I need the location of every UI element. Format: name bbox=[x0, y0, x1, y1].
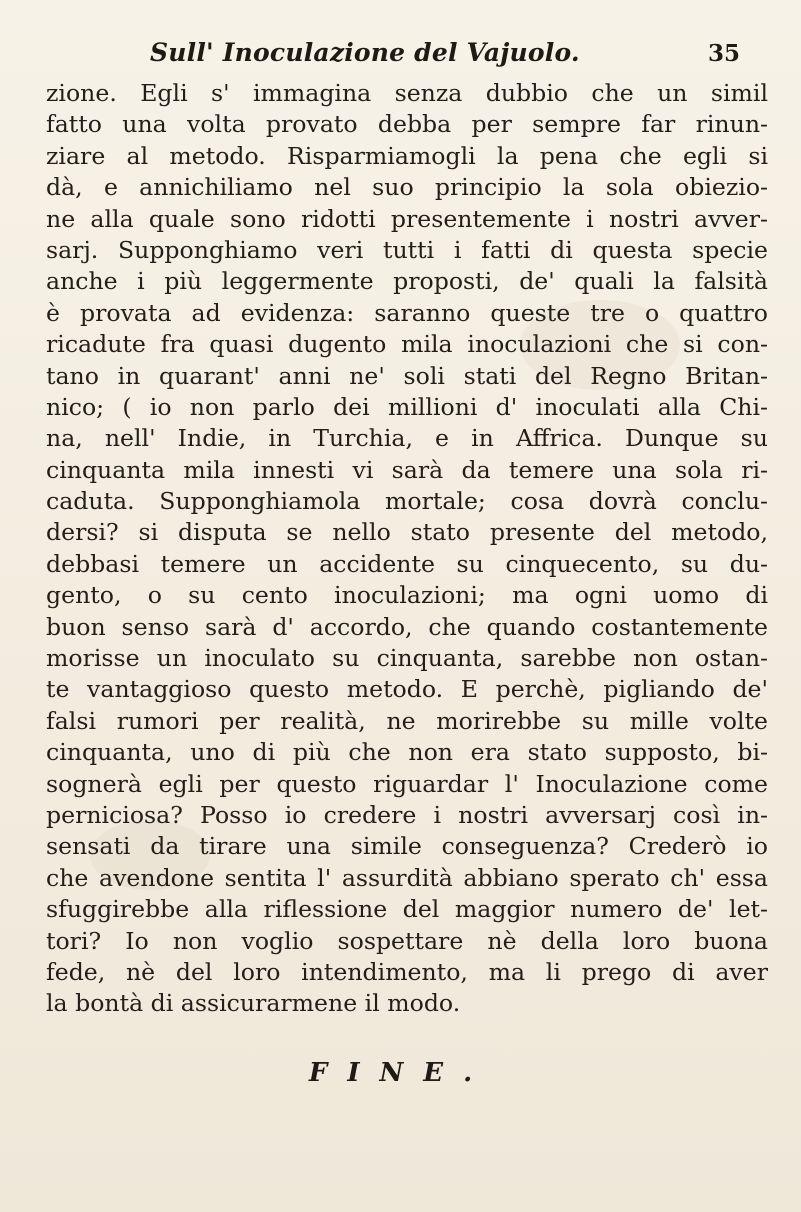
text-line: sfuggirebbe alla riflessione del maggior numero de' let- bbox=[46, 895, 768, 924]
text-line: tano in quarant' anni ne' soli stati del Regno Britan- bbox=[46, 361, 768, 390]
text-line: sognerà egli per questo riguardar l' Inoculazione come bbox=[46, 769, 768, 798]
text-line: fede, nè del loro intendimento, ma li prego di aver bbox=[46, 957, 768, 986]
text-line: che avendone sentita l' assurdità abbiano sperato ch' essa bbox=[46, 863, 768, 892]
text-line: ne alla quale sono ridotti presentemente i nostri avver- bbox=[46, 204, 768, 233]
text-line: caduta. Supponghiamola mortale; cosa dovrà conclu- bbox=[46, 487, 768, 516]
text-line: morisse un inoculato su cinquanta, sarebbe non ostan- bbox=[46, 644, 768, 673]
text-line: anche i più leggermente proposti, de' quali la falsità bbox=[46, 267, 768, 296]
running-title: Sull' Inoculazione del Vajuolo. bbox=[150, 38, 580, 67]
text-line: cinquanta, uno di più che non era stato supposto, bi- bbox=[46, 738, 768, 767]
text-line: te vantaggioso questo metodo. E perchè, pigliando de' bbox=[46, 675, 768, 704]
text-line: sensati da tirare una simile conseguenza? Crederò io bbox=[46, 832, 768, 861]
text-line: è provata ad evidenza: saranno queste tre o quattro bbox=[46, 298, 768, 327]
text-line: falsi rumori per realità, ne morirebbe su mille volte bbox=[46, 706, 768, 735]
text-line: tori? Io non voglio sospettare nè della loro buona bbox=[46, 926, 768, 955]
text-line: ziare al metodo. Risparmiamogli la pena che egli si bbox=[46, 141, 768, 170]
text-line: fatto una volta provato debba per sempre far rinun- bbox=[46, 110, 768, 139]
text-line: buon senso sarà d' accordo, che quando costantemente bbox=[46, 612, 768, 641]
body-text bbox=[46, 78, 768, 1020]
text-line: debbasi temere un accidente su cinquecento, su du- bbox=[46, 549, 768, 578]
text-line: nico; ( io non parlo dei millioni d' inoculati alla Chi- bbox=[46, 392, 768, 421]
page-number: 35 bbox=[707, 40, 740, 67]
page-header bbox=[150, 38, 770, 70]
text-line: perniciosa? Posso io credere i nostri avversarj così in- bbox=[46, 800, 768, 829]
finis-mark: FINE. bbox=[308, 1058, 493, 1088]
text-line: gento, o su cento inoculazioni; ma ogni uomo di bbox=[46, 581, 768, 610]
text-line: la bontà di assicurarmene il modo. bbox=[46, 989, 461, 1018]
text-line: dersi? si disputa se nello stato presente del metodo, bbox=[46, 518, 768, 547]
text-line: dà, e annichiliamo nel suo principio la sola obiezio- bbox=[46, 173, 768, 202]
text-line: zione. Egli s' immagina senza dubbio che un simil bbox=[46, 79, 768, 107]
text-line: sarj. Supponghiamo veri tutti i fatti di questa specie bbox=[46, 235, 768, 264]
text-line: na, nell' Indie, in Turchia, e in Affrica. Dunque su bbox=[46, 424, 768, 453]
text-line: cinquanta mila innesti vi sarà da temere una sola ri- bbox=[46, 455, 768, 484]
text-line: ricadute fra quasi dugento mila inoculazioni che si con- bbox=[46, 330, 768, 359]
